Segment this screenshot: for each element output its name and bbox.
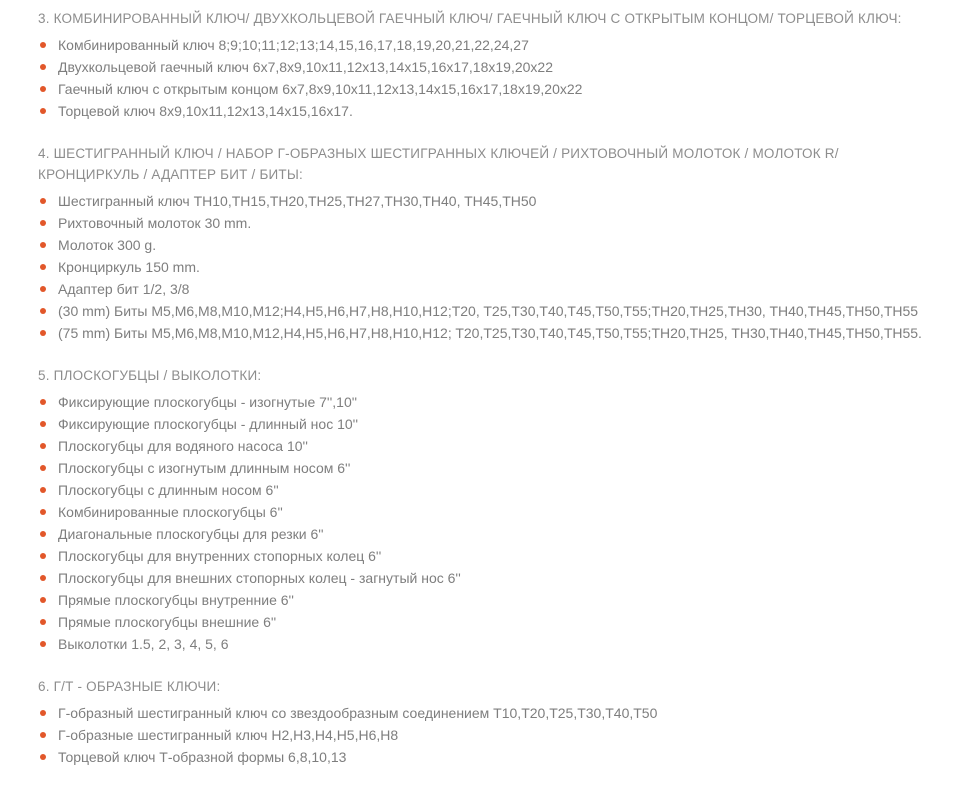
list-item (38, 570, 942, 586)
item-text: Плоскогубцы для водяного насоса 10'' (58, 438, 308, 454)
bullet-icon (40, 443, 46, 449)
item-text: Плоскогубцы с длинным носом 6'' (58, 482, 279, 498)
spec-section (38, 365, 942, 652)
bullet-icon (40, 575, 46, 581)
bullet-icon (40, 308, 46, 314)
bullet-icon (40, 421, 46, 427)
list-item (38, 548, 942, 564)
item-list (38, 705, 942, 765)
item-text: Комбинированный ключ 8;9;10;11;12;13;14,15,16,17,18,19,20,21,22,24,27 (58, 37, 529, 53)
list-item (38, 325, 942, 341)
bullet-icon (40, 487, 46, 493)
item-text: Прямые плоскогубцы внутренние 6'' (58, 592, 294, 608)
bullet-icon (40, 619, 46, 625)
item-text: Шестигранный ключ TH10,TH15,TH20,TH25,TH27,TH30,TH40, TH45,TH50 (58, 193, 537, 209)
bullet-icon (40, 553, 46, 559)
item-text: Выколотки 1.5, 2, 3, 4, 5, 6 (58, 636, 229, 652)
bullet-icon (40, 108, 46, 114)
list-item (38, 259, 942, 275)
item-list (38, 394, 942, 652)
bullet-icon (40, 754, 46, 760)
bullet-icon (40, 242, 46, 248)
item-text: Молоток 300 g. (58, 237, 157, 253)
list-item (38, 59, 942, 75)
list-item (38, 103, 942, 119)
bullet-icon (40, 64, 46, 70)
bullet-icon (40, 641, 46, 647)
bullet-icon (40, 732, 46, 738)
list-item (38, 526, 942, 542)
list-item (38, 592, 942, 608)
list-item (38, 727, 942, 743)
bullet-icon (40, 330, 46, 336)
bullet-icon (40, 597, 46, 603)
section-heading: 3. КОМБИНИРОВАННЫЙ КЛЮЧ/ ДВУХКОЛЬЦЕВОЙ ГАЕЧНЫЙ КЛЮЧ/ ГАЕЧНЫЙ КЛЮЧ С ОТКРЫТЫМ КОНЦОМ/ ТОРЦЕВОЙ КЛЮЧ: (38, 11, 902, 26)
list-item (38, 193, 942, 209)
item-text: Диагональные плоскогубцы для резки 6'' (58, 526, 324, 542)
list-item (38, 215, 942, 231)
item-text: Адаптер бит 1/2, 3/8 (58, 281, 190, 297)
list-item (38, 394, 942, 410)
section-heading: 4. ШЕСТИГРАННЫЙ КЛЮЧ / НАБОР Г-ОБРАЗНЫХ ШЕСТИГРАННЫХ КЛЮЧЕЙ / РИХТОВОЧНЫЙ МОЛОТОК / МОЛОТОК R/ КРОНЦИРКУЛЬ / АДАПТЕР БИТ / БИТЫ: (38, 146, 839, 182)
item-text: Г-образные шестигранный ключ H2,H3,H4,H5,H6,H8 (58, 727, 399, 743)
bullet-icon (40, 264, 46, 270)
spec-section (38, 8, 942, 119)
bullet-icon (40, 710, 46, 716)
list-item (38, 438, 942, 454)
bullet-icon (40, 509, 46, 515)
bullet-icon (40, 531, 46, 537)
list-item (38, 37, 942, 53)
section-heading: 5. ПЛОСКОГУБЦЫ / ВЫКОЛОТКИ: (38, 368, 262, 383)
list-item (38, 303, 942, 319)
item-text: Г-образный шестигранный ключ со звездообразным соединением T10,T20,T25,T30,T40,T50 (58, 705, 658, 721)
item-list (38, 193, 942, 341)
item-text: Плоскогубцы для внешних стопорных колец - загнутый нос 6'' (58, 570, 461, 586)
bullet-icon (40, 42, 46, 48)
list-item (38, 460, 942, 476)
sections-container (38, 8, 942, 765)
item-text: Кронциркуль 150 mm. (58, 259, 200, 275)
item-text: Двухкольцевой гаечный ключ 6х7,8х9,10х11,12х13,14х15,16х17,18х19,20х22 (58, 59, 553, 75)
list-item (38, 281, 942, 297)
list-item (38, 237, 942, 253)
spec-section (38, 143, 942, 341)
item-text: Прямые плоскогубцы внешние 6'' (58, 614, 277, 630)
list-item (38, 81, 942, 97)
list-item (38, 614, 942, 630)
bullet-icon (40, 198, 46, 204)
item-text: Торцевой ключ 8х9,10х11,12х13,14х15,16х17. (58, 103, 353, 119)
bullet-icon (40, 220, 46, 226)
item-list (38, 37, 942, 119)
item-text: (30 mm) Биты M5,M6,M8,M10,M12;H4,H5,H6,H7,H8,H10,H12;T20, T25,T30,T40,T45,T50,T55;TH20,TH25,TH30, TH40,TH45,TH50,TH55 (58, 303, 919, 319)
item-text: Фиксирующие плоскогубцы - изогнутые 7'',10'' (58, 394, 358, 410)
bullet-icon (40, 465, 46, 471)
item-text: (75 mm) Биты M5,M6,M8,M10,M12,H4,H5,H6,H7,H8,H10,H12; T20,T25,T30,T40,T45,T50,T55;TH20,TH25, TH30,TH40,TH45,TH50,TH55. (58, 325, 922, 341)
item-text: Рихтовочный молоток 30 mm. (58, 215, 252, 231)
bullet-icon (40, 399, 46, 405)
item-text: Фиксирующие плоскогубцы - длинный нос 10'' (58, 416, 358, 432)
list-item (38, 749, 942, 765)
section-heading: 6. Г/Т - ОБРАЗНЫЕ КЛЮЧИ: (38, 679, 221, 694)
list-item (38, 504, 942, 520)
list-item (38, 636, 942, 652)
list-item (38, 482, 942, 498)
list-item (38, 416, 942, 432)
bullet-icon (40, 286, 46, 292)
item-text: Комбинированные плоскогубцы 6'' (58, 504, 283, 520)
item-text: Торцевой ключ Т-образной формы 6,8,10,13 (58, 749, 347, 765)
bullet-icon (40, 86, 46, 92)
list-item (38, 705, 942, 721)
item-text: Плоскогубцы для внутренних стопорных колец 6'' (58, 548, 382, 564)
item-text: Гаечный ключ с открытым концом 6х7,8х9,10х11,12х13,14х15,16х17,18х19,20х22 (58, 81, 583, 97)
item-text: Плоскогубцы с изогнутым длинным носом 6'' (58, 460, 351, 476)
spec-section (38, 676, 942, 765)
